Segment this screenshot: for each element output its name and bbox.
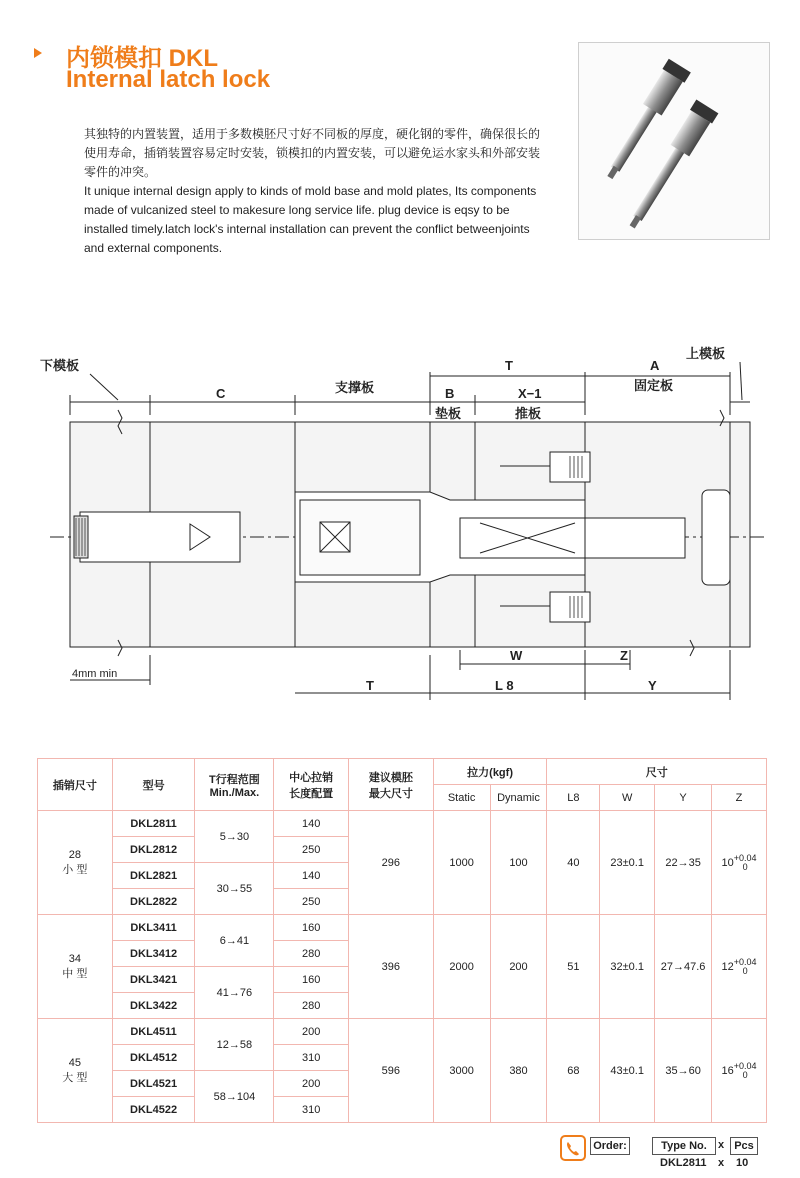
model-cell: DKL3421 — [112, 967, 195, 993]
size-type: 大 型 — [62, 1071, 88, 1084]
label-b: B — [445, 386, 455, 401]
header-y: Y — [655, 785, 712, 811]
length-cell: 140 — [274, 863, 349, 889]
model-cell: DKL3412 — [112, 941, 195, 967]
l8-cell: 51 — [547, 915, 600, 1019]
w-cell: 32±0.1 — [600, 915, 655, 1019]
size-cell — [38, 1019, 113, 1123]
model-cell: DKL3422 — [112, 993, 195, 1019]
y-cell: 35→60 — [655, 1019, 712, 1123]
label-fixed-plate: 固定板 — [634, 378, 674, 393]
order-example-x: x — [718, 1157, 725, 1169]
label-support-plate: 支撑板 — [335, 380, 375, 395]
range-cell: 58→104 — [195, 1071, 274, 1123]
dynamic-cell: 200 — [490, 915, 547, 1019]
label-spacer: 垫板 — [435, 406, 462, 421]
size-type: 中 型 — [62, 967, 88, 980]
order-example — [560, 1135, 770, 1175]
header-z: Z — [712, 785, 767, 811]
z-cell — [712, 1019, 767, 1123]
header-mold-cn: 建议模胚 — [368, 771, 413, 784]
label-x-1: X−1 — [518, 386, 542, 401]
page-title-cn: 内锁模扣 DKL — [66, 45, 218, 72]
w-cell: 23±0.1 — [600, 811, 655, 915]
range-cell: 5→30 — [195, 811, 274, 863]
length-cell: 250 — [274, 889, 349, 915]
label-l8: L 8 — [495, 678, 514, 693]
size-type: 小 型 — [62, 863, 88, 876]
range-cell: 41→76 — [195, 967, 274, 1019]
description-cn: 其独特的内置装置，适用于多数模胚尺寸好不同板的厚度，硬化钢的零件，确保很长的使用寿命，插销装置容易定时安装，锁模扣的内置安装，可以避免运水家头和外部安装零件的冲突。 — [84, 127, 541, 179]
static-cell: 1000 — [433, 811, 490, 915]
z-upper: +0.04 — [733, 1060, 757, 1071]
l8-cell: 40 — [547, 811, 600, 915]
order-pcs: Pcs — [730, 1137, 758, 1155]
size-value: 45 — [68, 1056, 81, 1069]
header-pin-cn: 中心拉销 — [289, 771, 334, 784]
length-cell: 310 — [274, 1045, 349, 1071]
header-stroke — [195, 759, 274, 811]
size-value: 28 — [68, 848, 81, 861]
header-static: Static — [433, 785, 490, 811]
label-lower-plate: 下模板 — [40, 358, 80, 373]
product-photo — [578, 42, 770, 240]
z-upper: +0.04 — [733, 852, 757, 863]
header-mold — [349, 759, 434, 811]
z-base: 10 — [721, 856, 734, 869]
header-w: W — [600, 785, 655, 811]
length-cell: 140 — [274, 811, 349, 837]
static-cell: 3000 — [433, 1019, 490, 1123]
header-stroke-cn: T行程范围 — [209, 773, 260, 786]
length-cell: 280 — [274, 993, 349, 1019]
mold-cell: 296 — [349, 811, 434, 915]
length-cell: 160 — [274, 967, 349, 993]
header-l8: L8 — [547, 785, 600, 811]
label-min-gap: 4mm min — [72, 668, 118, 680]
table-row — [38, 1019, 767, 1045]
length-cell: 200 — [274, 1071, 349, 1097]
header-dynamic: Dynamic — [490, 785, 547, 811]
latch-lock-illustration — [579, 43, 769, 239]
model-cell: DKL4512 — [112, 1045, 195, 1071]
dynamic-cell: 100 — [490, 811, 547, 915]
table-row — [38, 915, 767, 941]
w-cell: 43±0.1 — [600, 1019, 655, 1123]
model-cell: DKL2811 — [112, 811, 195, 837]
label-a: A — [650, 358, 660, 373]
range-cell: 12→58 — [195, 1019, 274, 1071]
model-cell: DKL2822 — [112, 889, 195, 915]
l8-cell: 68 — [547, 1019, 600, 1123]
header-stroke-en: Min./Max. — [209, 786, 260, 799]
spec-table — [37, 758, 767, 1123]
order-label: Order: — [590, 1137, 630, 1155]
header-model: 型号 — [112, 759, 195, 811]
z-upper: +0.04 — [733, 956, 757, 967]
description-en: It unique internal design apply to kinds of mold base and mold plates, Its components made of vulcanized steel to makesure long service life. plug device is eqsy to be installed timely.latch lock's internal installation can prevent the conflict betweenjoints and external components. — [84, 184, 537, 255]
phone-icon — [560, 1135, 586, 1161]
model-cell: DKL2821 — [112, 863, 195, 889]
label-upper-plate: 上模板 — [686, 346, 726, 361]
model-cell: DKL4511 — [112, 1019, 195, 1045]
mold-cell: 396 — [349, 915, 434, 1019]
header-pin-size: 插销尺寸 — [38, 759, 113, 811]
order-example-model: DKL2811 — [660, 1157, 707, 1169]
length-cell: 310 — [274, 1097, 349, 1123]
length-cell: 200 — [274, 1019, 349, 1045]
range-cell: 30→55 — [195, 863, 274, 915]
label-t-top: T — [505, 358, 513, 373]
static-cell: 2000 — [433, 915, 490, 1019]
header-mold-en: 最大尺寸 — [368, 787, 413, 800]
model-cell: DKL4522 — [112, 1097, 195, 1123]
length-cell: 280 — [274, 941, 349, 967]
z-cell — [712, 915, 767, 1019]
range-cell: 6→41 — [195, 915, 274, 967]
label-c: C — [216, 386, 226, 401]
label-w: W — [510, 648, 523, 663]
label-y: Y — [648, 678, 657, 693]
length-cell: 250 — [274, 837, 349, 863]
z-lower: 0 — [742, 1069, 748, 1080]
size-cell — [38, 811, 113, 915]
z-base: 12 — [721, 960, 734, 973]
size-value: 34 — [68, 952, 81, 965]
mold-cell: 596 — [349, 1019, 434, 1123]
header-dimensions: 尺寸 — [547, 759, 767, 785]
z-cell — [712, 811, 767, 915]
z-base: 16 — [721, 1064, 734, 1077]
product-description — [84, 125, 544, 258]
label-z: Z — [620, 648, 628, 663]
model-cell: DKL4521 — [112, 1071, 195, 1097]
header-force: 拉力(kgf) — [433, 759, 547, 785]
order-x: x — [718, 1139, 725, 1151]
model-cell: DKL3411 — [112, 915, 195, 941]
dynamic-cell: 380 — [490, 1019, 547, 1123]
table-row — [38, 811, 767, 837]
label-t-bottom: T — [366, 678, 374, 693]
model-cell: DKL2812 — [112, 837, 195, 863]
header-pin-en: 长度配置 — [289, 787, 334, 800]
assembly-drawing — [30, 340, 770, 710]
size-cell — [38, 915, 113, 1019]
z-lower: 0 — [742, 965, 748, 976]
y-cell: 27→47.6 — [655, 915, 712, 1019]
label-push-plate: 推板 — [515, 406, 542, 421]
page-title-en: Internal latch lock — [66, 66, 271, 93]
y-cell: 22→35 — [655, 811, 712, 915]
header-pin-length — [274, 759, 349, 811]
order-type-no: Type No. — [652, 1137, 716, 1155]
title-arrow-icon — [34, 48, 42, 58]
length-cell: 160 — [274, 915, 349, 941]
z-lower: 0 — [742, 861, 748, 872]
order-example-qty: 10 — [736, 1157, 749, 1169]
